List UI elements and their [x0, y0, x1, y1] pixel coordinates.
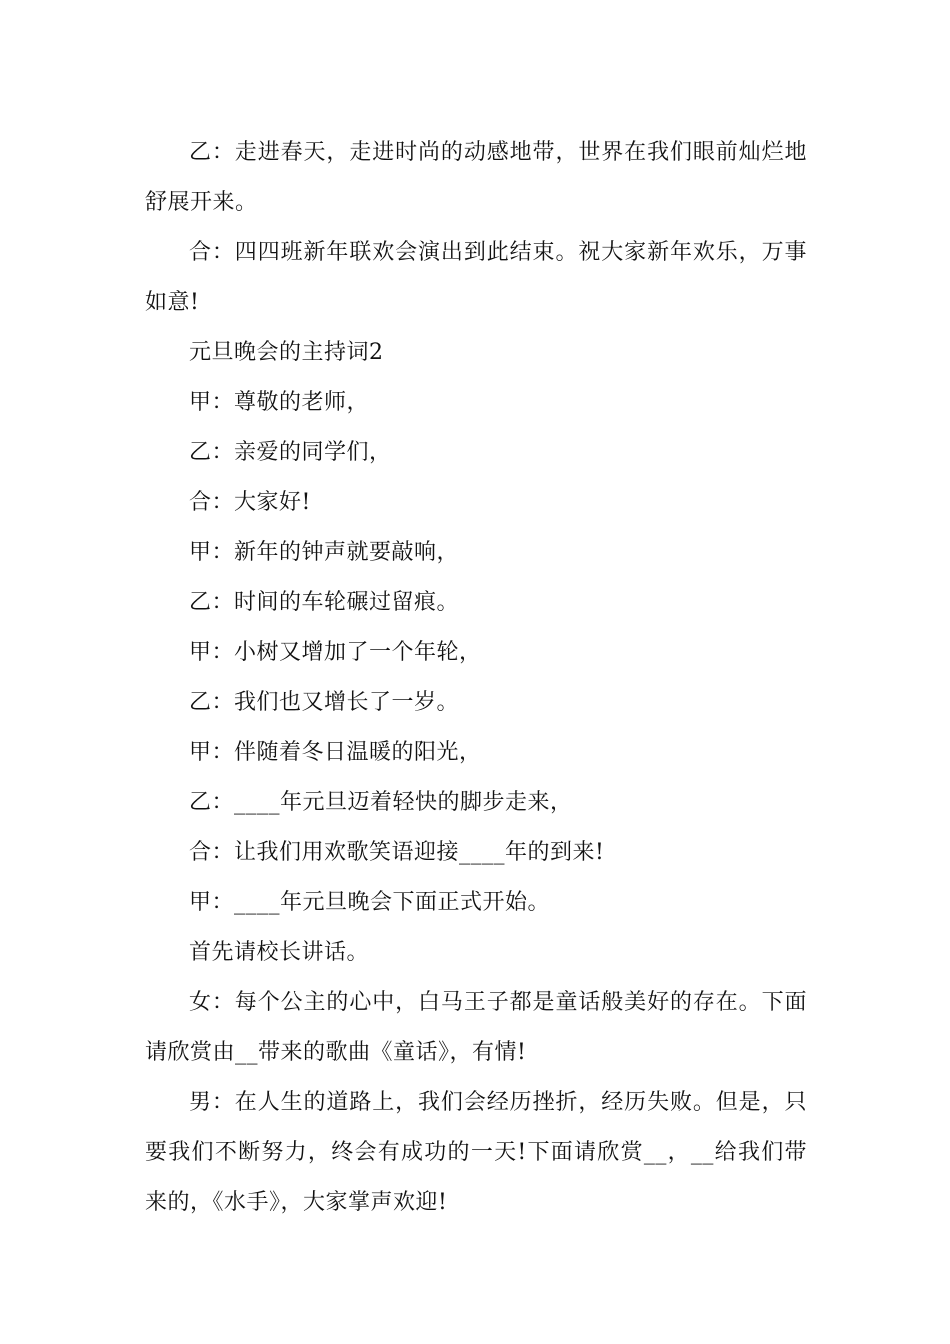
paragraph: 合：让我们用欢歌笑语迎接____年的到来!	[189, 840, 605, 865]
paragraph: 甲：小树又增加了一个年轮，	[189, 640, 482, 665]
paragraph: 甲：伴随着冬日温暖的阳光，	[189, 740, 482, 765]
paragraph: 男：在人生的道路上，我们会经历挫折，经历失败。但是，只要我们不断努力，终会有成功的一天!下面请欣赏__，__给我们带来的，《水手》，大家掌声欢迎!	[145, 1090, 807, 1215]
paragraph: 甲：尊敬的老师，	[189, 390, 370, 415]
paragraph: 乙：走进春天，走进时尚的动感地带，世界在我们眼前灿烂地舒展开来。	[145, 140, 807, 215]
paragraph: 女：每个公主的心中，白马王子都是童话般美好的存在。下面请欣赏由__带来的歌曲《童话》，有情!	[145, 990, 807, 1065]
paragraph: 合：大家好!	[189, 490, 311, 515]
section-heading: 元旦晚会的主持词2	[189, 340, 384, 365]
document-body	[145, 128, 807, 1228]
paragraph: 甲：____年元旦晚会下面正式开始。	[189, 890, 551, 915]
paragraph: 甲：新年的钟声就要敲响，	[189, 540, 460, 565]
paragraph: 首先请校长讲话。	[189, 940, 370, 965]
paragraph: 乙：____年元旦迈着轻快的脚步走来，	[189, 790, 573, 815]
paragraph: 乙：亲爱的同学们，	[189, 440, 392, 465]
paragraph: 合：四四班新年联欢会演出到此结束。祝大家新年欢乐，万事如意!	[145, 240, 807, 315]
paragraph: 乙：时间的车轮碾过留痕。	[189, 590, 460, 615]
paragraph: 乙：我们也又增长了一岁。	[189, 690, 460, 715]
